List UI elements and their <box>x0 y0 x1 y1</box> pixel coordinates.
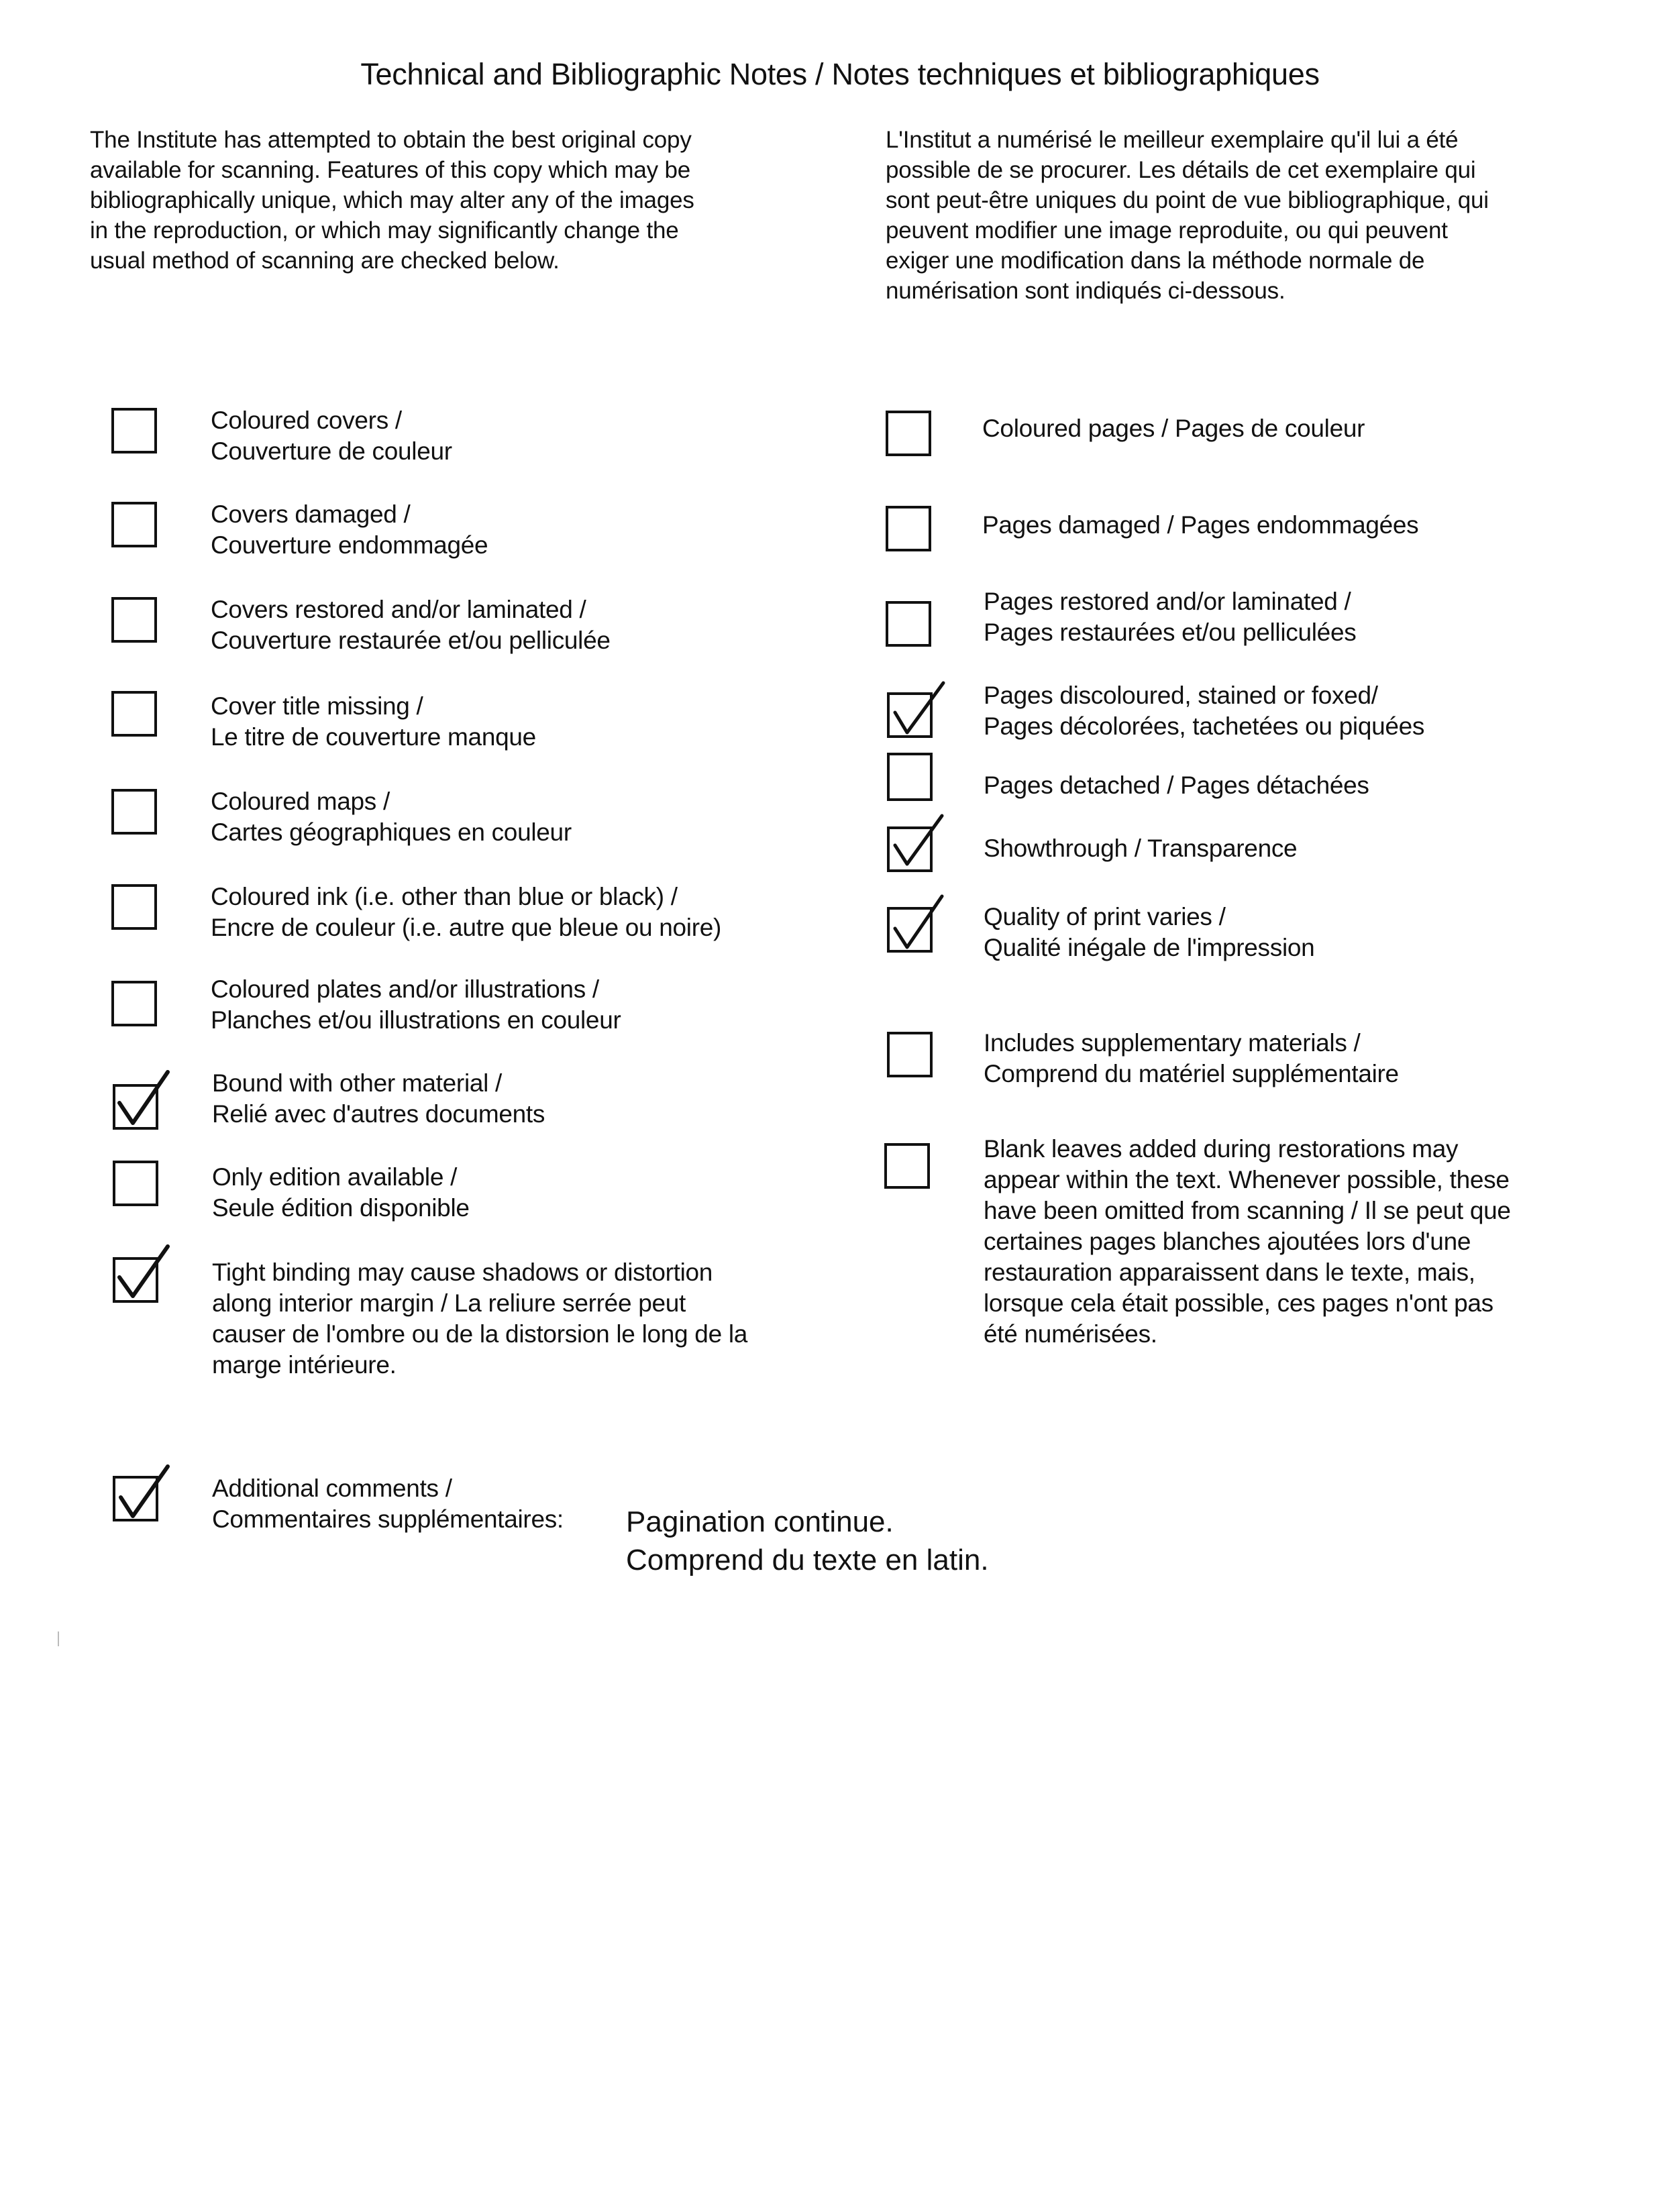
checklist-item-label <box>211 594 611 656</box>
checklist-item-label <box>211 405 452 467</box>
label-line: causer de l'ombre ou de la distorsion le long de la <box>212 1320 748 1348</box>
label-line: Pages discoloured, stained or foxed/ <box>984 682 1378 709</box>
label-line: Quality of print varies / <box>984 903 1226 930</box>
label-line: Pages restored and/or laminated / <box>984 588 1351 615</box>
label-line: Cartes géographiques en couleur <box>211 818 572 846</box>
label-line: marge intérieure. <box>212 1351 397 1379</box>
checklist-item-label <box>984 833 1297 864</box>
label-line: Couverture restaurée et/ou pelliculée <box>211 627 611 654</box>
checkmark-icon <box>890 894 945 953</box>
comment-line: Comprend du texte en latin. <box>626 1544 989 1576</box>
checkbox[interactable] <box>887 753 933 801</box>
label-line: Coloured ink (i.e. other than blue or black) / <box>211 883 678 910</box>
label-line: Tight binding may cause shadows or distortion <box>212 1259 713 1286</box>
label-line: Le titre de couverture manque <box>211 723 536 751</box>
comment-line: Pagination continue. <box>626 1505 894 1538</box>
intro-english-line: bibliographically unique, which may alter any of the images <box>90 187 694 213</box>
checklist-item-label <box>984 586 1356 648</box>
checkmark-icon <box>115 1244 170 1303</box>
intro-french <box>886 125 1489 306</box>
checklist-item-label <box>984 770 1369 801</box>
label-line: Includes supplementary materials / <box>984 1029 1361 1057</box>
checkmark-icon <box>890 679 945 738</box>
checkbox[interactable] <box>886 506 931 551</box>
checklist-item-label <box>212 1257 747 1381</box>
label-line: certaines pages blanches ajoutées lors d'une <box>984 1228 1471 1255</box>
page-title: Technical and Bibliographic Notes / Notes techniques et bibliographiques <box>360 57 1320 91</box>
intro-french-line: numérisation sont indiqués ci-dessous. <box>886 278 1285 304</box>
intro-french-line: possible de se procurer. Les détails de cet exemplaire qui <box>886 157 1476 183</box>
checkbox[interactable] <box>111 981 157 1026</box>
intro-french-line: peuvent modifier une image reproduite, ou qui peuvent <box>886 217 1448 244</box>
checkbox[interactable] <box>113 1161 158 1206</box>
checkbox[interactable] <box>111 691 157 737</box>
label-line: Additional comments / <box>212 1475 452 1502</box>
label-line: Pages damaged / Pages endommagées <box>982 511 1419 539</box>
intro-english-line: in the reproduction, or which may significantly change the <box>90 217 679 244</box>
checkbox[interactable] <box>886 411 931 456</box>
intro-english <box>90 125 694 276</box>
label-line: along interior margin / La reliure serrée peut <box>212 1289 686 1317</box>
label-line: Encre de couleur (i.e. autre que bleue ou noire) <box>211 914 722 941</box>
label-line: Qualité inégale de l'impression <box>984 934 1315 961</box>
label-line: été numérisées. <box>984 1320 1157 1348</box>
checklist-item-label <box>984 680 1424 742</box>
label-line: Couverture endommagée <box>211 531 488 559</box>
label-line: Bound with other material / <box>212 1069 503 1097</box>
checklist-item-label <box>984 1134 1511 1350</box>
label-line: Cover title missing / <box>211 692 423 720</box>
label-line: Blank leaves added during restorations may <box>984 1135 1459 1163</box>
label-line: Coloured maps / <box>211 788 390 815</box>
scan-speck <box>58 1631 59 1646</box>
intro-english-line: usual method of scanning are checked below. <box>90 248 560 274</box>
checklist-item-label <box>211 499 488 561</box>
label-line: Planches et/ou illustrations en couleur <box>211 1006 621 1034</box>
checkbox[interactable] <box>886 601 931 647</box>
label-line: Seule édition disponible <box>212 1194 470 1222</box>
label-line: lorsque cela était possible, ces pages n'ont pas <box>984 1289 1493 1317</box>
label-line: Coloured plates and/or illustrations / <box>211 975 599 1003</box>
checklist-item-label <box>212 1068 545 1130</box>
label-line: Covers restored and/or laminated / <box>211 596 586 623</box>
intro-french-line: sont peut-être uniques du point de vue bibliographique, qui <box>886 187 1489 213</box>
label-line: have been omitted from scanning / Il se peut que <box>984 1197 1511 1224</box>
label-line: Pages detached / Pages détachées <box>984 771 1369 799</box>
checklist-item-label <box>982 413 1365 444</box>
intro-english-line: The Institute has attempted to obtain the best original copy <box>90 127 692 153</box>
label-line: Couverture de couleur <box>211 437 452 465</box>
checkmark-icon <box>115 1462 170 1521</box>
checklist-item-label <box>984 902 1314 963</box>
label-line: Coloured pages / Pages de couleur <box>982 415 1365 442</box>
checkbox[interactable] <box>111 502 157 547</box>
checkbox[interactable] <box>111 884 157 930</box>
label-line: Covers damaged / <box>211 500 411 528</box>
checkbox[interactable] <box>111 408 157 453</box>
checklist-item-label <box>211 691 536 753</box>
label-line: Coloured covers / <box>211 407 402 434</box>
label-line: Comprend du matériel supplémentaire <box>984 1060 1399 1087</box>
checklist-item-label <box>212 1473 564 1535</box>
label-line: Relié avec d'autres documents <box>212 1100 545 1128</box>
intro-english-line: available for scanning. Features of this copy which may be <box>90 157 690 183</box>
checklist-item-label <box>984 1028 1399 1089</box>
checkbox[interactable] <box>887 1032 933 1077</box>
label-line: Pages restaurées et/ou pelliculées <box>984 619 1357 646</box>
checkmark-icon <box>115 1071 170 1130</box>
label-line: Showthrough / Transparence <box>984 835 1298 862</box>
label-line: Commentaires supplémentaires: <box>212 1505 564 1533</box>
label-line: Pages décolorées, tachetées ou piquées <box>984 712 1425 740</box>
checkbox[interactable] <box>111 789 157 835</box>
checklist-item-label <box>211 786 572 848</box>
checklist-item-label <box>211 881 721 943</box>
checklist-item-label <box>211 974 621 1036</box>
intro-french-line: exiger une modification dans la méthode normale de <box>886 248 1425 274</box>
checkbox[interactable] <box>884 1143 930 1189</box>
intro-french-line: L'Institut a numérisé le meilleur exemplaire qu'il lui a été <box>886 127 1459 153</box>
checklist-item-label <box>982 510 1418 541</box>
checkbox[interactable] <box>111 597 157 643</box>
label-line: appear within the text. Whenever possible, these <box>984 1166 1510 1193</box>
additional-comments-value <box>626 1503 989 1579</box>
checkmark-icon <box>890 813 945 872</box>
checklist-item-label <box>212 1162 470 1224</box>
label-line: Only edition available / <box>212 1163 458 1191</box>
label-line: restauration apparaissent dans le texte, mais, <box>984 1259 1475 1286</box>
